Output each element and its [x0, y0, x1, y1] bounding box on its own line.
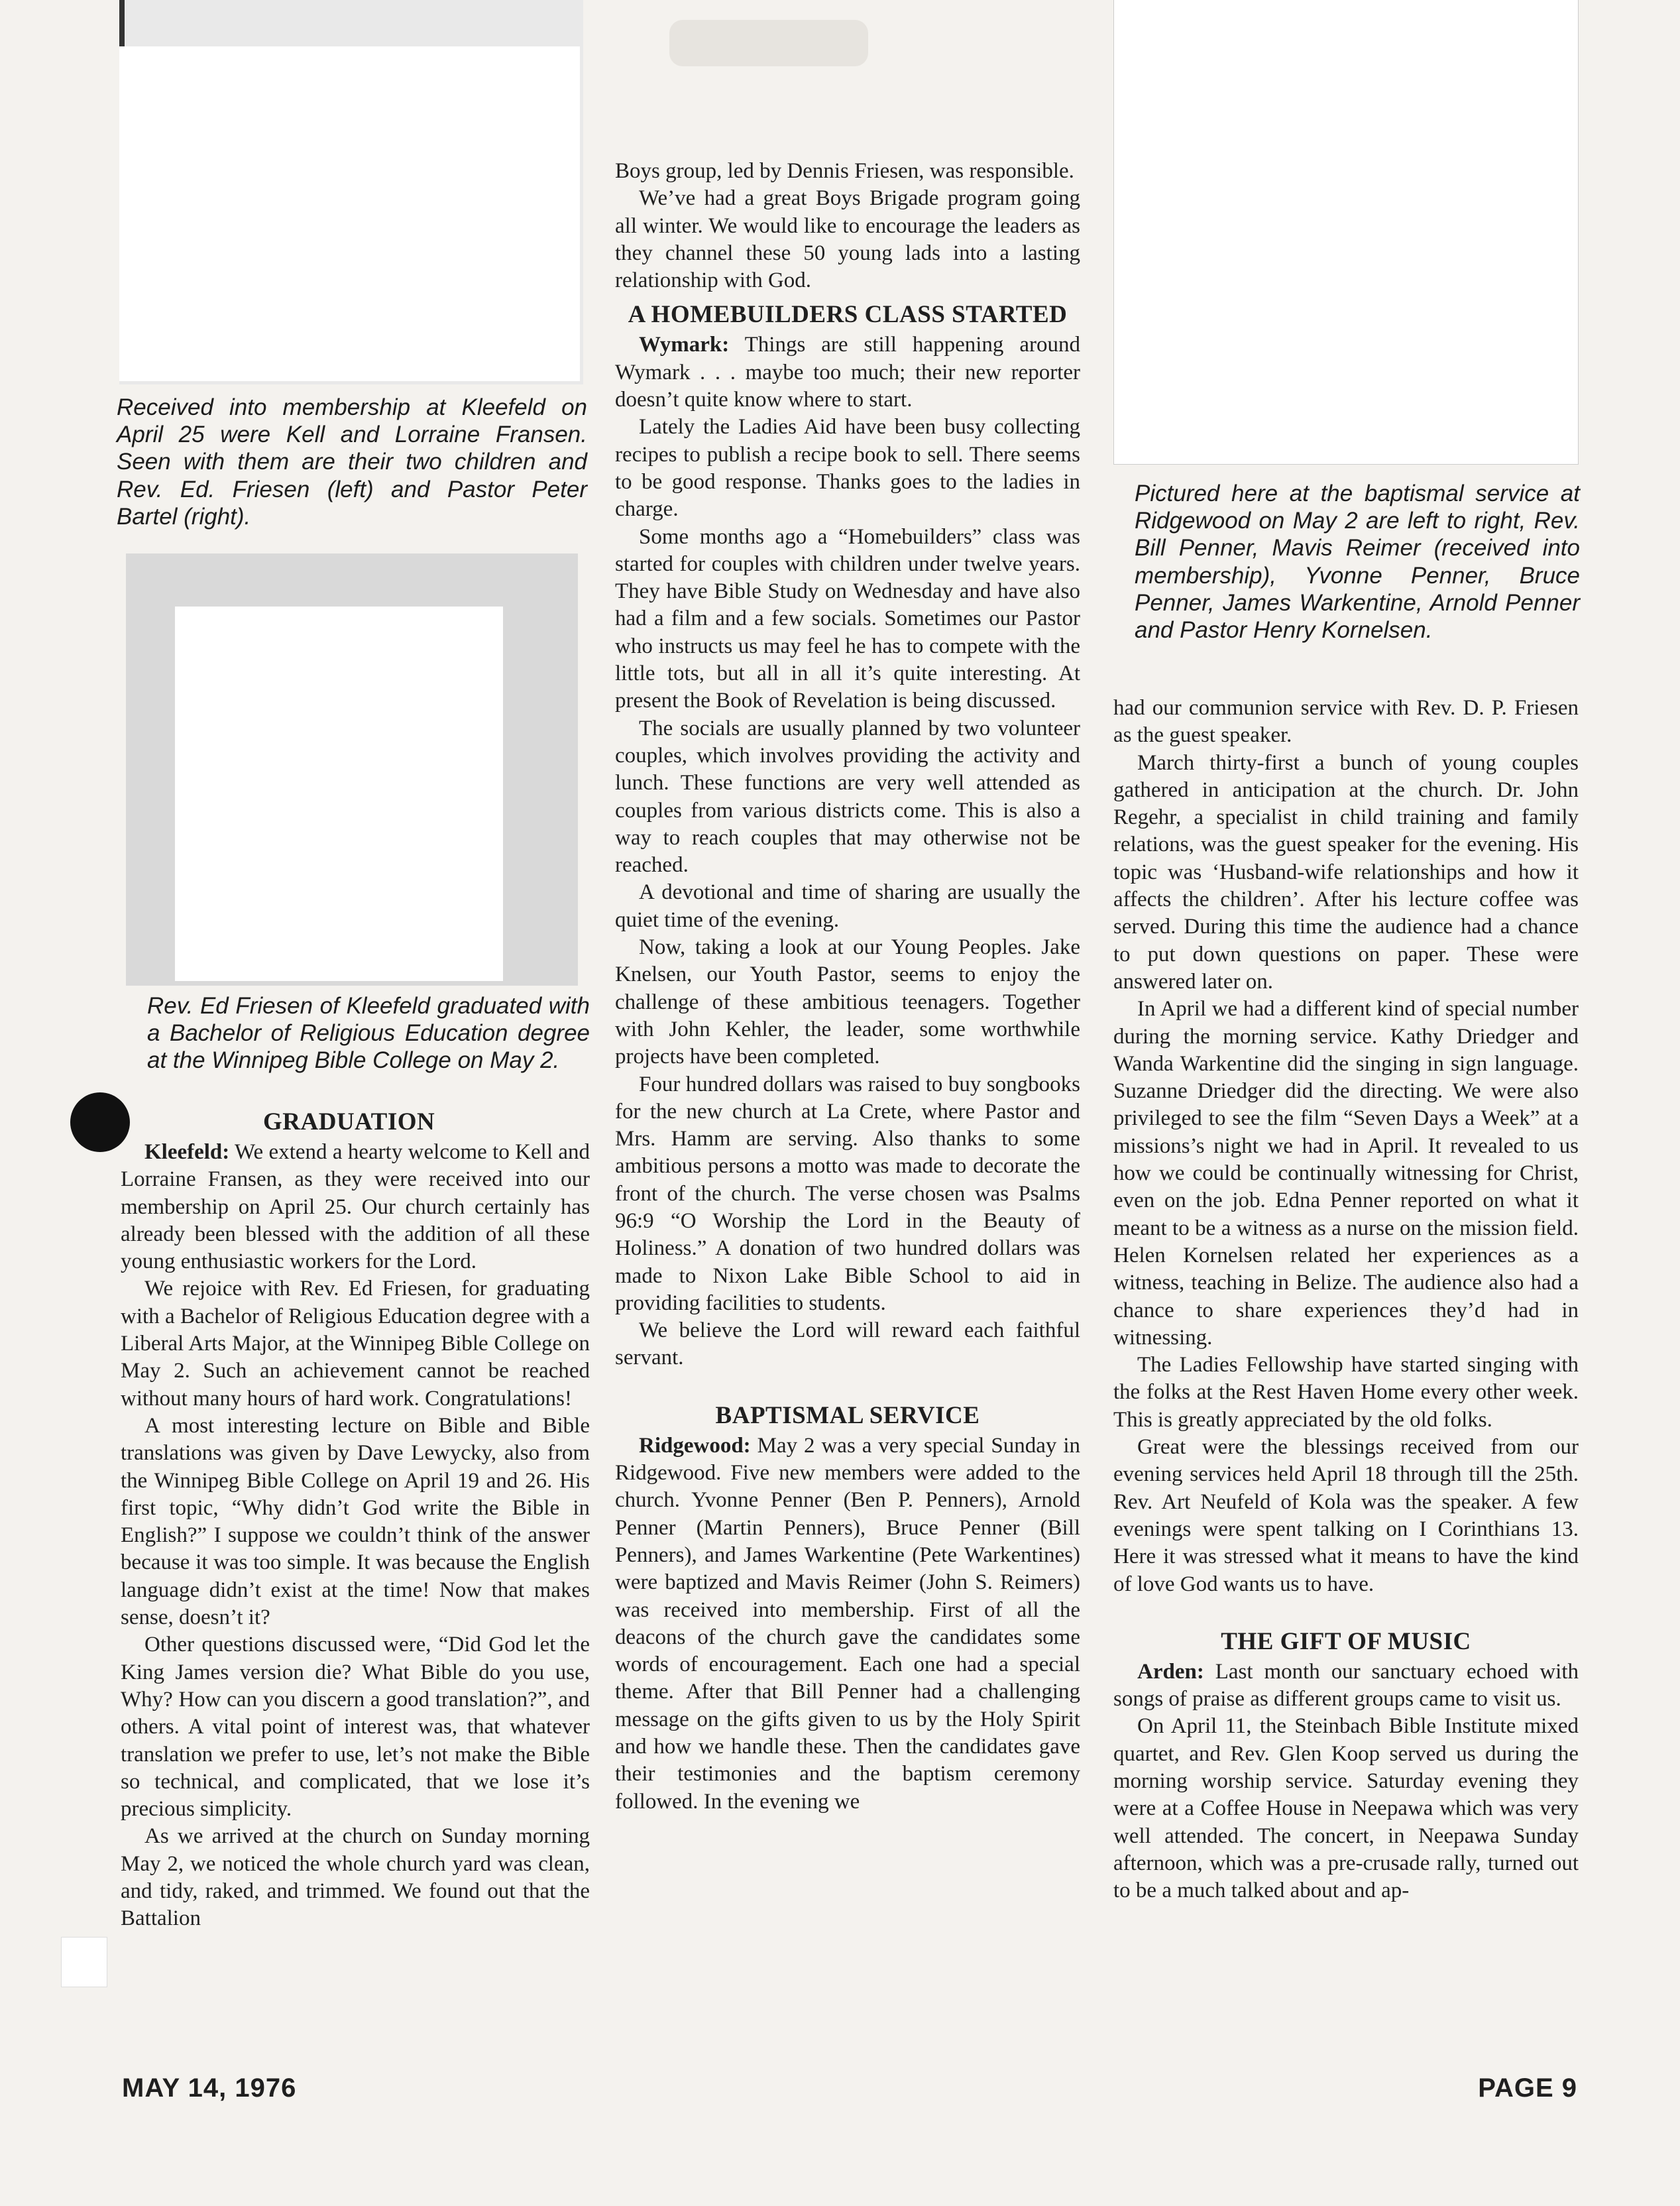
photo-baptismal-service: [1113, 0, 1579, 465]
scan-smudge: [669, 20, 868, 66]
paragraph: On April 11, the Steinbach Bible Institute mixed quartet, and Rev. Glen Koop served us during the morning worship service. Saturday evening they were at a Coffee House in Neepawa which was very well attended. The concert, in Neepawa Sunday afternoon, which was a pre-crusade rally, turned out to be a much talked about and ap-: [1113, 1714, 1579, 1903]
photo-redacted-area: [119, 46, 580, 381]
dateline-place: Arden:: [1137, 1659, 1204, 1684]
photo-kleefeld-membership: [119, 0, 583, 384]
paragraph-text: May 2 was a very special Sunday in Ridgewood. Five new members were added to the church. Yvonne Penner (Ben P. Penners), Arnold Penner (Martin Penners), Bruce Penner (Bill Penners), and James Warkentine (Pete Warkentines) were baptized and Mavis Reimer (John S. Reimers) was received into membership. First of all the deacons of the church gave the candidates some words of encouragement. Each one had a special theme. After that Bill Penner had a challenging message on the gifts given to us by the Holy Spirit and how we handle these. Then the candidates gave their testimonies and the baptism ceremony followed. In the evening we: [615, 1433, 1080, 1814]
paragraph: In April we had a different kind of special number during the morning service. Kathy Driedger and Wanda Warkentine did the singing in sign language. Suzanne Driedger did the directing. We were also privileged to see the film “Seven Days a Week” at a missions’s night we had in April. It revealed to us how we could be continually witnessing for Christ, even on the job. Edna Penner reported on what it meant to be a witness as a nurse on the mission field. Helen Kornelsen related her experiences as a witness, teaching in Belize. The audience also had a chance to share experiences they’d had in witnessing.: [1113, 997, 1579, 1350]
footer-page-number: PAGE 9: [1478, 2073, 1577, 2103]
paragraph: A most interesting lecture on Bible and Bible translations was given by Dave Lewycky, also from the Winnipeg Bible College on April 19 and 26. His first topic, “Why didn’t God write the Bible in English?” I suppose we couldn’t think of the answer because it was too simple. It was because the English language didn’t exist at the time! Now that makes sense, doesn’t it?: [121, 1413, 590, 1630]
photo-friesen-graduation: [126, 553, 578, 986]
paragraph: Some months ago a “Homebuilders” class was started for couples with children under twelve years. They have Bible Study on Wednesday and have also had a film and a few socials. Sometimes our Pastor who instructs us may feel he has to compete with the little tots, but all in all it’s quite interesting. At present the Book of Revelation is being discussed.: [615, 524, 1080, 713]
paragraph-text: Last month our sanctuary echoed with songs of praise as different groups came to visit us.: [1113, 1659, 1579, 1712]
column-left: [121, 1106, 590, 1933]
paragraph: Other questions discussed were, “Did God let the King James version die? What Bible do you use, Why? How can you discern a good translation?”, and others. A vital point of interest was, that whatever translation we prefer to use, let’s not make the Bible so technical, and complicated, that we lose it’s precious simplicity.: [121, 1633, 590, 1822]
paragraph: [1113, 1658, 1579, 1713]
footer-date: MAY 14, 1976: [122, 2073, 297, 2103]
photo-edge: [119, 0, 125, 46]
paragraph: We rejoice with Rev. Ed Friesen, for graduating with a Bachelor of Religious Education degree with a Liberal Arts Major, at the Winnipeg Bible College on May 2. Such an achievement cannot be reached without many hours of hard work. Congratulations!: [121, 1277, 590, 1411]
paragraph-text: Things are still happening around Wymark . . . maybe too much; their new reporter doesn’t quite know where to start.: [615, 333, 1080, 412]
paragraph: The socials are usually planned by two volunteer couples, which involves providing the activity and lunch. These functions are very well attended as couples from various districts come. This is also a way to reach couples that may otherwise not be reached.: [615, 716, 1080, 878]
paragraph-continued: had our communion service with Rev. D. P. Friesen as the guest speaker.: [1113, 696, 1579, 748]
paragraph: The Ladies Fellowship have started singing with the folks at the Rest Haven Home every other week. This is greatly appreciated by the old folks.: [1113, 1353, 1579, 1432]
page-tab-marker: [61, 1937, 107, 1987]
paragraph: As we arrived at the church on Sunday morning May 2, we noticed the whole church yard was clean, and tidy, raked, and trimmed. We found out that the Battalion: [121, 1824, 590, 1931]
heading-graduation: GRADUATION: [263, 1108, 435, 1135]
paragraph: We’ve had a great Boys Brigade program going all winter. We would like to encourage the leaders as they channel these 50 young lads into a lasting relationship with God.: [615, 186, 1080, 293]
paragraph-continued: Boys group, led by Dennis Friesen, was responsible.: [615, 159, 1074, 183]
caption-friesen-graduation: Rev. Ed Friesen of Kleefeld graduated with a Bachelor of Religious Education degree at the Winnipeg Bible College on May 2.: [147, 993, 590, 1074]
heading-homebuilders: A HOMEBUILDERS CLASS STARTED: [628, 301, 1068, 329]
paragraph: Lately the Ladies Aid have been busy collecting recipes to publish a recipe book to sell. There seems to be good response. Thanks goes to the ladies in charge.: [615, 415, 1080, 522]
paragraph: March thirty-first a bunch of young couples gathered in anticipation at the church. Dr. John Regehr, a specialist in child training and family relations, was the guest speaker for the evening. His topic was ‘Husband-wife relationships and how it affects the children’. After his lecture coffee was served. During this time the audience had a chance to put down questions on paper. These were answered later on.: [1113, 750, 1579, 994]
heading-baptismal-service: BAPTISMAL SERVICE: [715, 1401, 980, 1429]
paragraph: We believe the Lord will reward each faithful servant.: [615, 1318, 1080, 1370]
caption-baptismal-photo: Pictured here at the baptismal service at Ridgewood on May 2 are left to right, Rev. Bill Penner, Mavis Reimer (received into membership), Yvonne Penner, Bruce Penner, James Warkentine, Arnold Penner and Pastor Henry Kornelsen.: [1135, 481, 1580, 644]
photo-redacted-area: [175, 607, 503, 981]
dateline-place: Wymark:: [639, 333, 730, 357]
column-middle: [615, 158, 1080, 1816]
paragraph: Now, taking a look at our Young Peoples. Jake Knelsen, our Youth Pastor, seems to enjoy the challenge of these ambitious teenagers. Together with John Kehler, the leader, some worthwhile projects have been completed.: [615, 935, 1080, 1069]
paragraph: [121, 1139, 590, 1275]
paragraph-text: We extend a hearty welcome to Kell and Lorraine Fransen, as they were received into our membership on April 25. Our church certainly has already been blessed with the addition of all these young enthusiastic workers for the Lord.: [121, 1140, 590, 1274]
dateline-place: Kleefeld:: [144, 1140, 230, 1164]
caption-kleefeld-membership: Received into membership at Kleefeld on April 25 were Kell and Lorraine Fransen. Seen with them are their two children and Rev. Ed. Friesen (left) and Pastor Peter Bartel (right).: [117, 394, 587, 530]
paragraph: A devotional and time of sharing are usually the quiet time of the evening.: [615, 880, 1080, 932]
paragraph: Four hundred dollars was raised to buy songbooks for the new church at La Crete, where Pastor and Mrs. Hamm are serving. Also thanks to some ambitious persons a motto was made to decorate the front of the church. The verse chosen was Psalms 96:9 “O Worship the Lord in the Beauty of Holiness.” A donation of two hundred dollars was made to Nixon Lake Bible School to aid in providing facilities to students.: [615, 1072, 1080, 1315]
paragraph: [615, 1432, 1080, 1816]
column-right: [1113, 695, 1579, 1904]
dateline-place: Ridgewood:: [639, 1433, 751, 1458]
paragraph: [615, 331, 1080, 414]
paragraph: Great were the blessings received from our evening services held April 18 through till the 25th. Rev. Art Neufeld of Kola was the speaker. A few evenings were spent talking on I Corinthians 13. Here it was stressed what it means to have the kind of love God wants us to have.: [1113, 1435, 1579, 1596]
heading-gift-of-music: THE GIFT OF MUSIC: [1221, 1627, 1471, 1655]
